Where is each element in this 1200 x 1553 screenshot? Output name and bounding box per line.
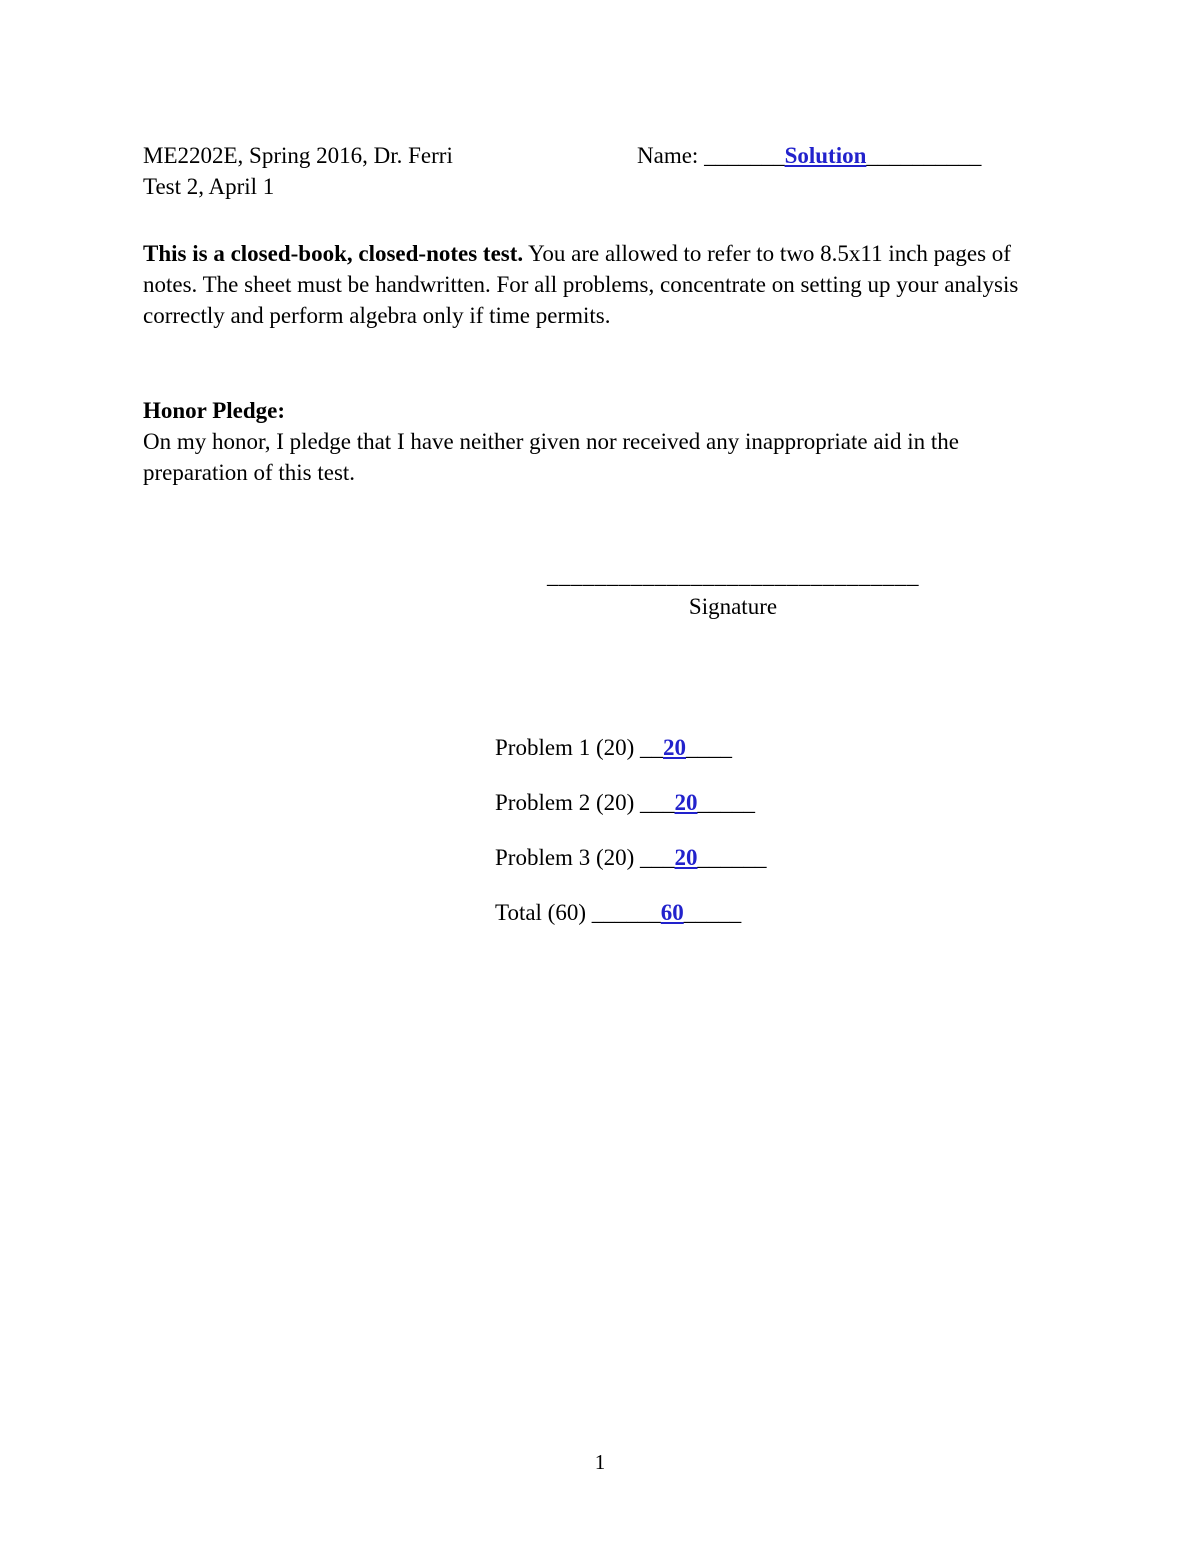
- score-underscores-post: ____: [686, 735, 733, 760]
- score-label: Problem 1 (20): [495, 735, 635, 760]
- signature-line: _______________________________: [547, 563, 919, 588]
- course-title: ME2202E, Spring 2016, Dr. Ferri: [143, 143, 453, 168]
- score-label: Problem 2 (20): [495, 790, 635, 815]
- name-field: [637, 140, 1043, 202]
- honor-pledge-text: On my honor, I pledge that I have neither given nor received any inappropriate aid in the preparation of this test.: [143, 429, 959, 485]
- name-underscores-post: __________: [866, 143, 982, 168]
- score-label: Problem 3 (20): [495, 845, 635, 870]
- header-left: [143, 140, 637, 202]
- score-underscores-pre: __: [634, 735, 664, 760]
- score-underscores-pre: ______: [586, 900, 661, 925]
- score-underscores-post: _____: [697, 790, 756, 815]
- intro-bold-lead: This is a closed-book, closed-notes test.: [143, 241, 524, 266]
- score-row-total: [495, 897, 1043, 928]
- score-value: 60: [660, 900, 684, 925]
- signature-label: Signature: [688, 594, 778, 619]
- score-row-problem-2: [495, 787, 1043, 818]
- honor-pledge-heading: Honor Pledge:: [143, 398, 286, 423]
- signature-block: [533, 560, 933, 622]
- scores-block: [495, 732, 1043, 928]
- score-value: 20: [674, 845, 698, 870]
- score-row-problem-3: [495, 842, 1043, 873]
- score-value: 20: [663, 735, 687, 760]
- score-underscores-pre: ___: [634, 790, 675, 815]
- name-label: Name:: [637, 143, 699, 168]
- score-underscores-post: _____: [683, 900, 742, 925]
- score-value: 20: [674, 790, 698, 815]
- score-label: Total (60): [495, 900, 587, 925]
- score-row-problem-1: [495, 732, 1043, 763]
- intro-rest: You are allowed to refer to two 8.5x11 inch pages of notes. The sheet must be handwritten. For all problems, concentrate on setting up your analysis correctly and perform algebra only if time permits.: [143, 241, 1019, 328]
- intro-paragraph: [143, 238, 1043, 331]
- name-underscores-pre: _______: [698, 143, 785, 168]
- name-value: Solution: [784, 143, 867, 168]
- header: [143, 140, 1043, 202]
- score-underscores-post: ______: [697, 845, 767, 870]
- score-underscores-pre: ___: [634, 845, 675, 870]
- test-title: Test 2, April 1: [143, 174, 275, 199]
- page-number: 1: [594, 1450, 606, 1474]
